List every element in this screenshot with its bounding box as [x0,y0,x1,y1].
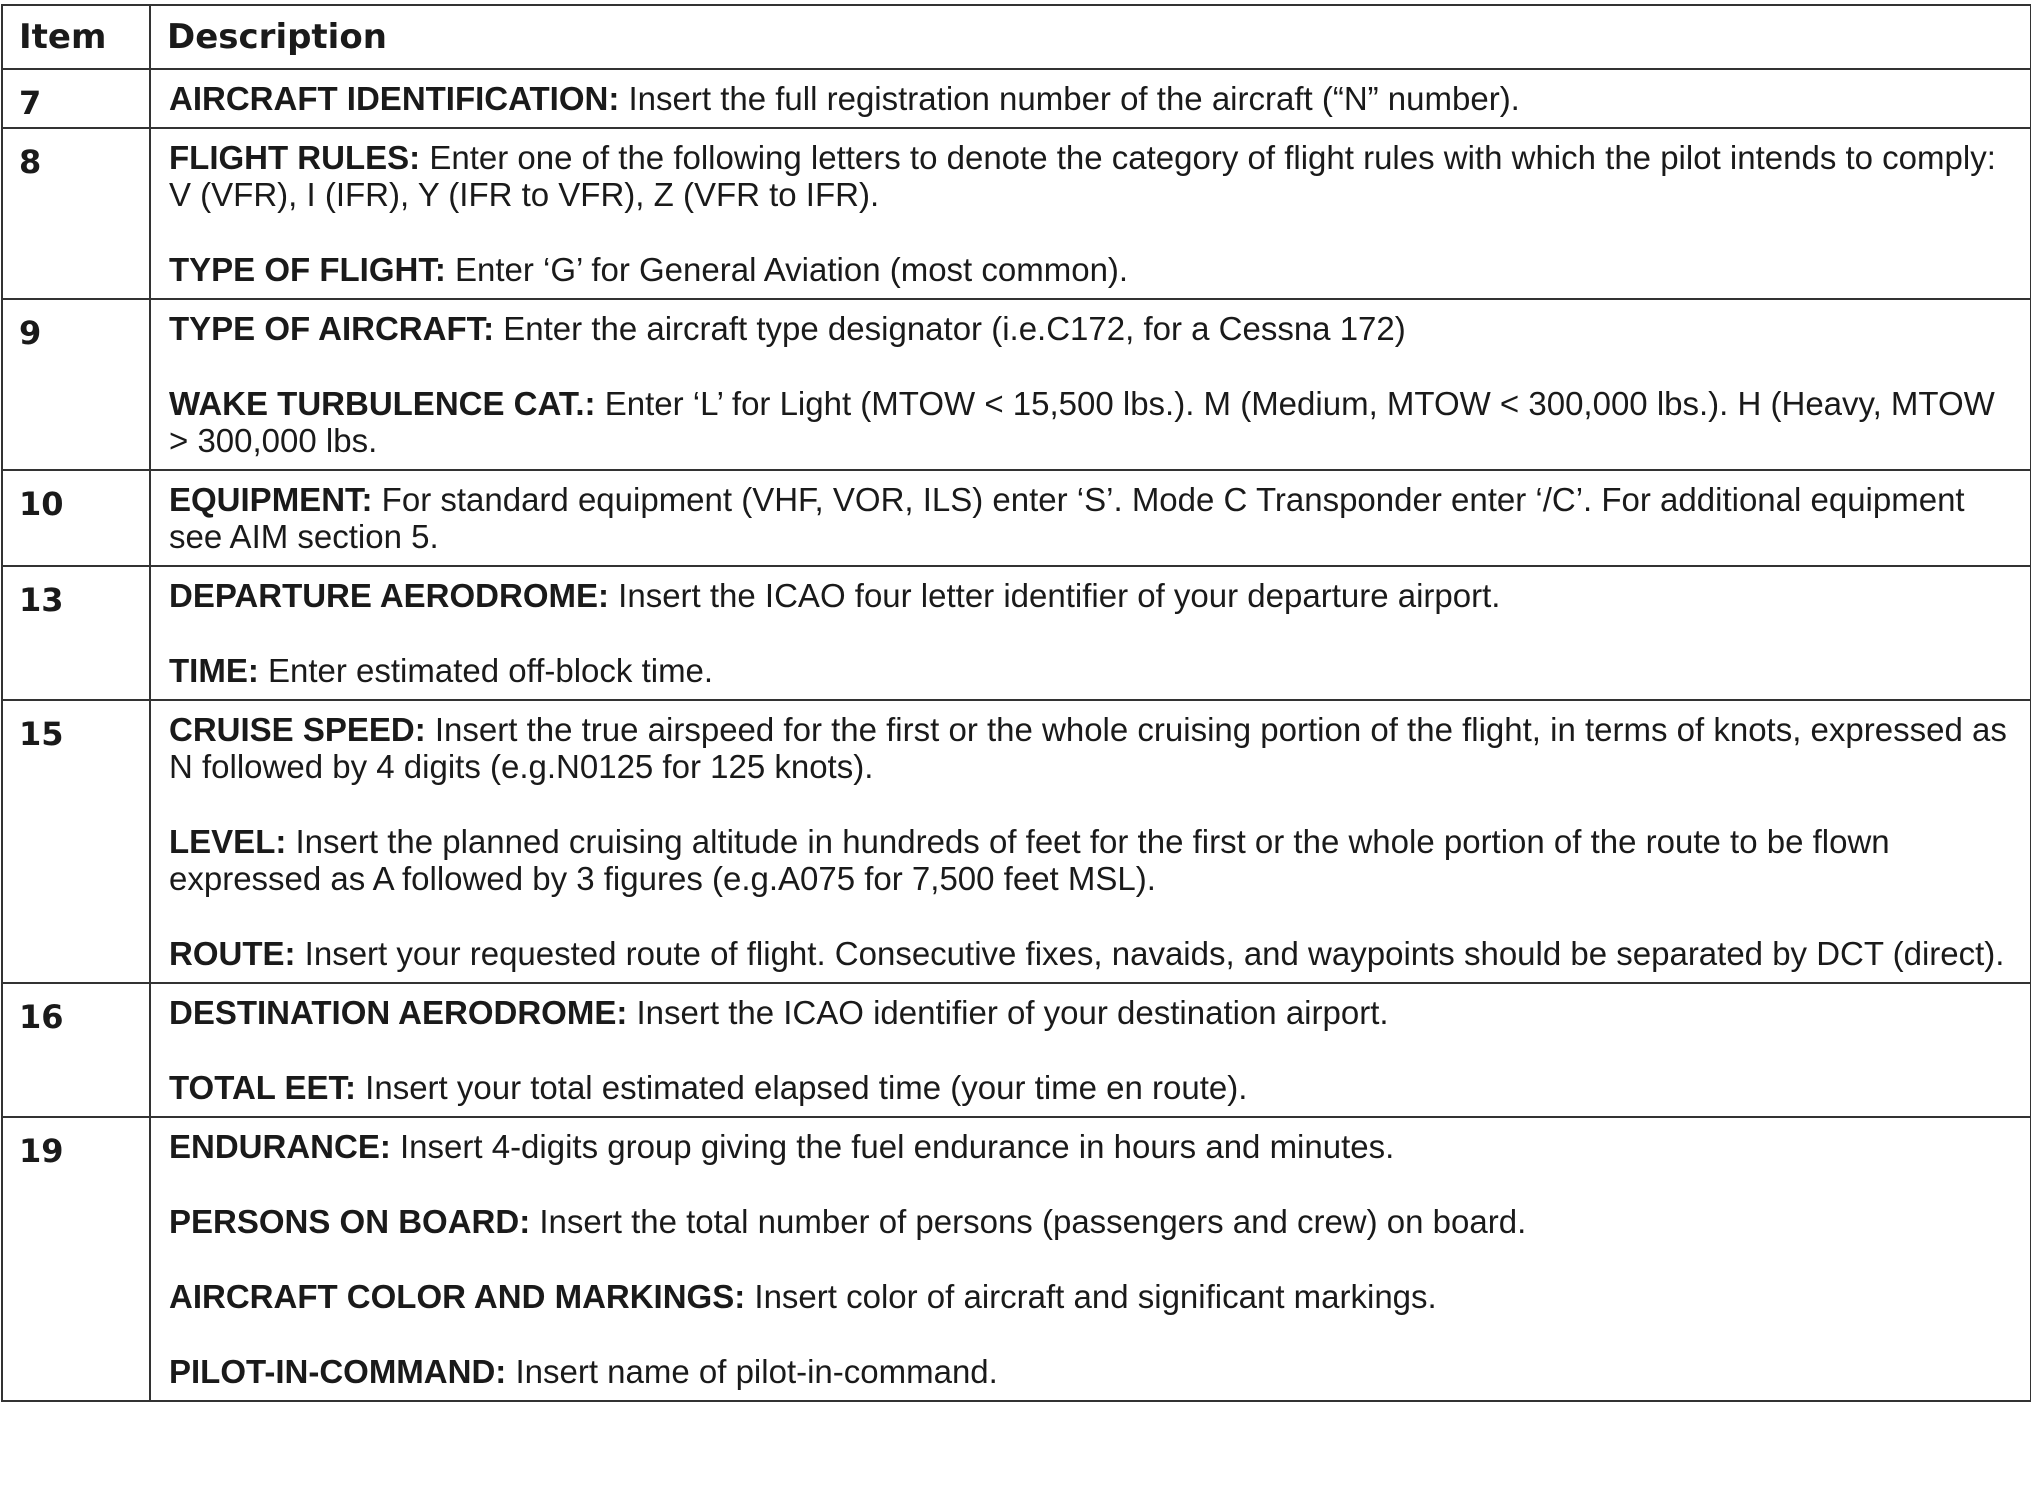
description-entry [169,251,2010,288]
item-number: 10 [2,470,150,566]
field-label: TIME: [169,652,259,689]
item-number: 9 [2,299,150,470]
field-instruction: Enter estimated off-block time. [258,652,714,689]
description-entry [169,935,2010,972]
description-entry [169,711,2010,785]
field-label: PILOT-IN-COMMAND: [169,1353,507,1390]
field-instruction: Insert color of aircraft and significant markings. [745,1278,1437,1315]
field-instruction: Insert name of pilot-in-command. [506,1353,998,1390]
description-entry [169,385,2010,459]
description-entry [169,1069,2010,1106]
field-instruction: Insert the true airspeed for the first or the whole cruising portion of the flight, in terms of knots, expressed as N followed by 4 digits (e.g.N0125 for 125 knots). [169,711,2007,785]
item-description [150,470,2031,566]
item-number: 7 [2,69,150,128]
field-label: ROUTE: [169,935,296,972]
table-row [2,566,2031,700]
field-instruction: Insert the ICAO four letter identifier of your departure airport. [609,577,1501,614]
description-entry [169,310,2010,347]
item-number: 8 [2,128,150,299]
field-instruction: For standard equipment (VHF, VOR, ILS) enter ‘S’. Mode C Transponder enter ‘/C’. For additional equipment see AIM section 5. [169,481,1965,555]
field-label: EQUIPMENT: [169,481,373,518]
item-description [150,983,2031,1117]
field-label: PERSONS ON BOARD: [169,1203,531,1240]
field-label: FLIGHT RULES: [169,139,421,176]
item-description [150,566,2031,700]
field-instruction: Enter ‘G’ for General Aviation (most common). [445,251,1129,288]
field-label: ENDURANCE: [169,1128,391,1165]
column-header-description: Description [150,5,2031,69]
description-entry [169,139,2010,213]
description-entry [169,1278,2010,1315]
description-entry [169,1203,2010,1240]
field-instruction: Enter ‘L’ for Light (MTOW < 15,500 lbs.). M (Medium, MTOW < 300,000 lbs.). H (Heavy, MTOW > 300,000 lbs. [169,385,1995,459]
item-description [150,700,2031,983]
table-row [2,299,2031,470]
field-label: DESTINATION AERODROME: [169,994,628,1031]
item-description [150,128,2031,299]
field-label: TOTAL EET: [169,1069,357,1106]
field-label: AIRCRAFT COLOR AND MARKINGS: [169,1278,746,1315]
description-entry [169,652,2010,689]
table-row [2,983,2031,1117]
description-entry [169,80,2010,117]
table-body [2,69,2031,1401]
field-label: AIRCRAFT IDENTIFICATION: [169,80,620,117]
field-instruction: Insert the planned cruising altitude in hundreds of feet for the first or the whole portion of the route to be flown expressed as A followed by 3 figures (e.g.A075 for 7,500 feet MSL). [169,823,1890,897]
field-label: TYPE OF FLIGHT: [169,251,446,288]
description-entry [169,823,2010,897]
item-number: 15 [2,700,150,983]
field-label: WAKE TURBULENCE CAT.: [169,385,596,422]
field-instruction: Enter one of the following letters to denote the category of flight rules with which the pilot intends to comply: V (VFR), I (IFR), Y (IFR to VFR), Z (VFR to IFR). [169,139,1996,213]
item-description [150,69,2031,128]
field-instruction: Insert the total number of persons (passengers and crew) on board. [530,1203,1527,1240]
table-row [2,69,2031,128]
field-label: CRUISE SPEED: [169,711,426,748]
flight-plan-items-table [1,4,2031,1402]
field-instruction: Insert the ICAO identifier of your destination airport. [627,994,1389,1031]
table-header [2,5,2031,69]
item-description [150,1117,2031,1401]
field-instruction: Insert your requested route of flight. Consecutive fixes, navaids, and waypoints should be separated by DCT (direct). [295,935,2005,972]
item-number: 13 [2,566,150,700]
description-entry [169,1353,2010,1390]
description-entry [169,481,2010,555]
table-row [2,700,2031,983]
field-label: DEPARTURE AERODROME: [169,577,610,614]
description-entry [169,1128,2010,1165]
item-number: 16 [2,983,150,1117]
table-row [2,1117,2031,1401]
description-entry [169,577,2010,614]
item-number: 19 [2,1117,150,1401]
field-instruction: Insert your total estimated elapsed time (your time en route). [356,1069,1248,1106]
field-instruction: Enter the aircraft type designator (i.e.C172, for a Cessna 172) [494,310,1406,347]
field-label: TYPE OF AIRCRAFT: [169,310,495,347]
header-row [2,5,2031,69]
column-header-item: Item [2,5,150,69]
description-entry [169,994,2010,1031]
item-description [150,299,2031,470]
field-instruction: Insert 4-digits group giving the fuel endurance in hours and minutes. [390,1128,1395,1165]
table-row [2,470,2031,566]
field-label: LEVEL: [169,823,287,860]
table-row [2,128,2031,299]
field-instruction: Insert the full registration number of the aircraft (“N” number). [619,80,1520,117]
